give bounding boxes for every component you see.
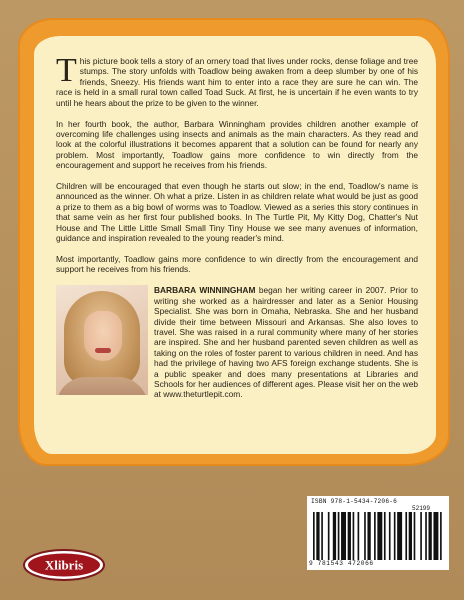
blurb-content [56, 52, 418, 456]
blurb-paragraph-2: In her fourth book, the author, Barbara Winningham provides children another example of overcoming life challenges using insects and animals as the main characters. As they read and look at the colorful illustrations it becomes apparent that a solution can be found for nearly any problem. Most importantly, Toadlow gains more confidence to win directly from the encouragement and support he receives from his friends. [56, 118, 418, 171]
author-portrait-photo [56, 285, 148, 395]
blurb-paragraph-3: Children will be encouraged that even though he starts out slow; in the end, Toadlow's name is announced as the winner. Oh what a prize. Listen in as children relate what would be just as good a prize to them as a big bowl of worms was to Toadlow. Viewed as a series this story continues in that same vein as her first four published books. In The Turtle Pit, My Kitty Dog, Chatter's Nut House and The Little Little Small Small Tiny Tiny House we see many avenues of information, guidance and inspiration revealed to the young reader's mind. [56, 181, 418, 244]
ean-digits: 9 781543 472066 [309, 560, 374, 567]
barcode-icon [313, 512, 445, 560]
publisher-logo-text: Xlibris [44, 557, 84, 573]
blurb-paragraph-1 [56, 52, 418, 108]
price-code: 52199 [412, 505, 431, 512]
author-name: BARBARA WINNINGHAM [154, 285, 256, 296]
isbn-text: ISBN 978-1-5434-7206-6 [311, 498, 398, 505]
author-bio [56, 285, 418, 399]
dropcap-letter: T [56, 52, 77, 89]
author-bio-body: began her writing career in 2007. Prior to writing she worked as a hairdresser and later as a Senior Housing Specialist. She was born in Omaha, Nebraska. She and her husband divide their time between Missouri and Arkansas. She also loves to travel. She was raised in a rural community where many of her stories are inspired. She and her husband parented seven children as well as taking on the roles of foster parent to various children in need. And has had the privilege of having two AFS foreign exchange students. She is a public speaker and does many presentations at Libraries and Schools for her audiences of different ages. Please visit her on the web at www.theturtlepit.com. [154, 285, 418, 400]
blurb-p1-text: his picture book tells a story of an ornery toad that lives under rocks, dense foliage and tree stumps. The story unfolds with Toadlow being awaken from a deep slumber by one of his friends, Sneezy. His friends want him to enter into a race they are sure he can win. The race is held in a small rural town called Toad Suck. At first, he is uncertain if he even wants to try until he hears about the prize to be given to the winner. [56, 56, 418, 108]
blurb-paragraph-4: Most importantly, Toadlow gains more confidence to win directly from the encouragement and support he receives from his friends. [56, 254, 418, 275]
xlibris-logo-icon [22, 548, 106, 582]
